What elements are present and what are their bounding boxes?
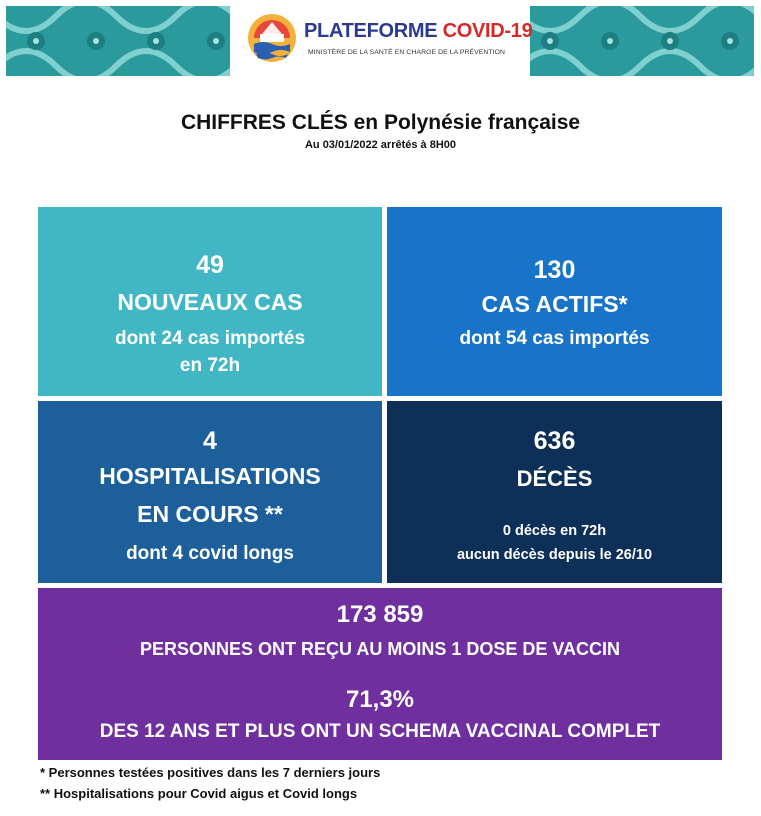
footnote-active-cases: * Personnes testées positives dans les 7 derniers jours [40, 765, 381, 780]
vaccination-tile [38, 588, 722, 760]
footnote-hospitalisations: ** Hospitalisations pour Covid aigus et Covid longs [40, 786, 358, 801]
hospitalisations-label-2: EN COURS ** [137, 501, 283, 527]
deaths-value: 636 [533, 427, 576, 455]
new-cases-value: 49 [196, 251, 224, 279]
vaccinated-count-label: PERSONNES ONT REÇU AU MOINS 1 DOSE DE VACCIN [139, 639, 621, 659]
deaths-detail-1: 0 décès en 72h [502, 523, 607, 539]
polynesia-emblem-icon [246, 12, 298, 64]
date-line: Au 03/01/2022 arrêtés à 8H00 [304, 139, 457, 151]
decorative-banner-left [6, 6, 230, 76]
new-cases-tile [38, 207, 382, 396]
logo-title-accent: COVID-19 [442, 20, 533, 42]
active-cases-tile [387, 207, 722, 396]
active-cases-detail-1: dont 54 cas importés [459, 328, 650, 349]
vaccinated-count-value: 173 859 [336, 601, 424, 628]
page-title: CHIFFRES CLÉS en Polynésie française [180, 111, 581, 134]
new-cases-detail-1: dont 24 cas importés [114, 328, 306, 349]
active-cases-value: 130 [533, 256, 576, 284]
hospitalisations-tile [38, 401, 382, 583]
deaths-detail-2: aucun décès depuis le 26/10 [456, 547, 653, 563]
new-cases-detail-2: en 72h [179, 355, 241, 376]
logo-title-main: PLATEFORME [304, 20, 438, 42]
full-schedule-percent-value: 71,3% [345, 686, 415, 713]
deaths-tile [387, 401, 722, 583]
full-schedule-label: DES 12 ANS ET PLUS ONT UN SCHEMA VACCINAL COMPLET [99, 721, 661, 742]
logo-title [304, 20, 532, 43]
platform-logo [246, 12, 533, 70]
decorative-banner-right [530, 6, 754, 76]
hospitalisations-value: 4 [203, 427, 217, 455]
deaths-label: DÉCÈS [516, 466, 593, 491]
hospitalisations-label-1: HOSPITALISATIONS [99, 463, 321, 489]
active-cases-label: CAS ACTIFS* [481, 291, 628, 317]
new-cases-label: NOUVEAUX CAS [117, 289, 303, 315]
logo-subtitle: MINISTÈRE DE LA SANTÉ EN CHARGE DE LA PRÉVENTION [308, 49, 506, 56]
hospitalisations-detail-1: dont 4 covid longs [126, 543, 294, 564]
